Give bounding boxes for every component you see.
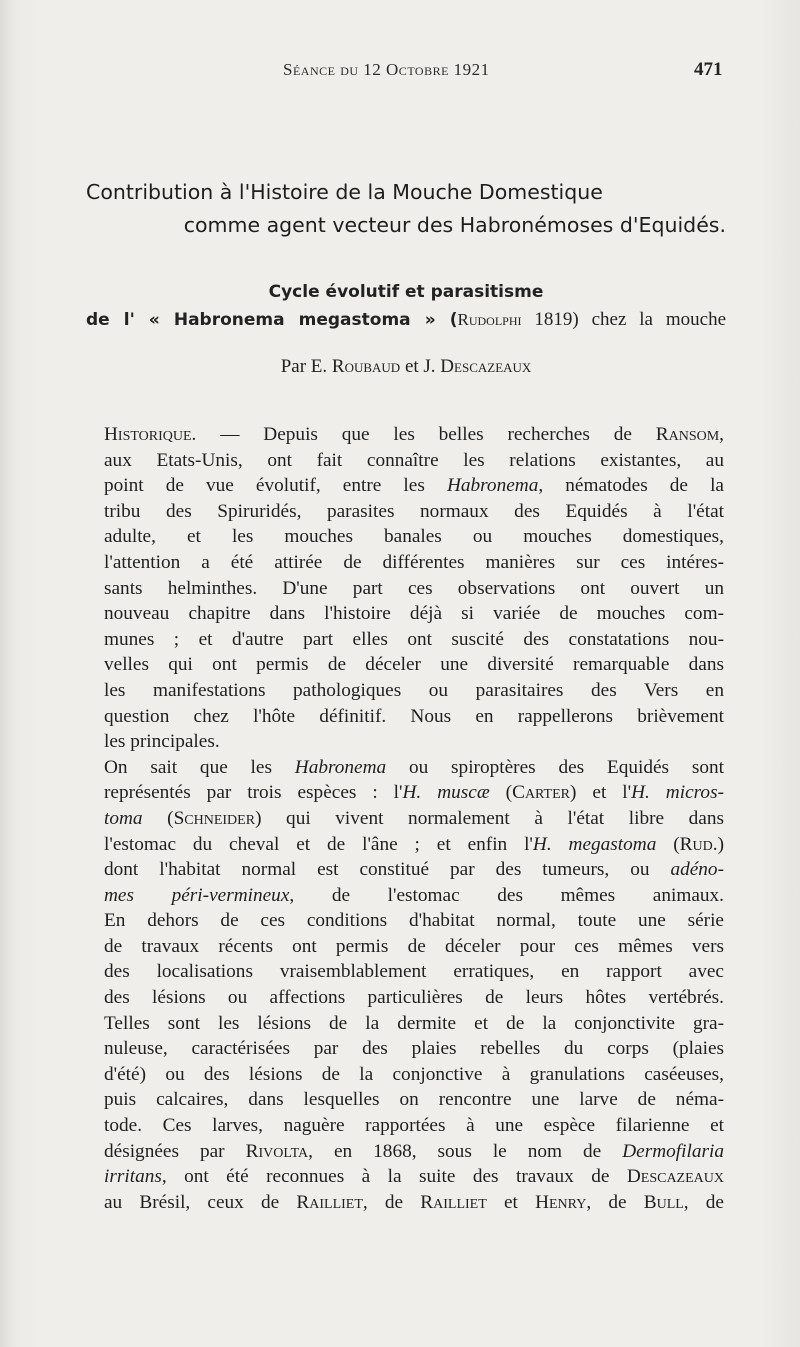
subtitle-line-1: Cycle évolutif et parasitisme [268, 282, 544, 302]
text-segment: ) et l' [570, 782, 632, 804]
text-segment: nouveau chapitre dans l'histoire déjà si variée de mouches com- [104, 603, 724, 625]
text-segment: Telles sont les lésions de la dermite et de la conjonctivite gra- [104, 1012, 724, 1034]
text-line [86, 1113, 724, 1139]
text-segment: ( [142, 807, 174, 829]
text-line [86, 806, 724, 832]
text-segment: question chez l'hôte définitif. Nous en rappellerons brièvement [104, 705, 724, 727]
text-segment: velles qui ont permis de déceler une diversité remarquable dans [104, 654, 724, 676]
text-line [86, 1087, 724, 1113]
text-segment: point de vue évolutif, entre les [104, 475, 447, 497]
text-line [86, 652, 724, 678]
article-title [86, 176, 726, 242]
text-line [86, 524, 724, 550]
text-segment: l'estomac du cheval et de l'âne ; et enfin l' [104, 833, 533, 855]
author-2: Descazeaux [440, 356, 532, 377]
author-name: Bull [643, 1191, 684, 1213]
paragraph-historique [86, 422, 724, 755]
text-line [86, 934, 724, 960]
text-segment: — Depuis que les belles recherches de [196, 424, 656, 445]
author-1: Roubaud [331, 356, 401, 377]
text-segment: munes ; et d'autre part elles ont suscité des constatations nou- [104, 628, 724, 650]
italic-term: mes péri-vermineux [104, 884, 290, 906]
text-segment: tode. Ces larves, naguère rapportées à une espèce filarienne et [104, 1115, 724, 1137]
text-line [86, 422, 724, 448]
text-line [86, 857, 724, 883]
text-line [86, 832, 724, 858]
text-line [86, 473, 724, 499]
text-line [86, 678, 724, 704]
title-line-1: Contribution à l'Histoire de la Mouche Domestique [86, 180, 603, 204]
text-segment: d'été) ou des lésions de la conjonctive à granulations caséeuses, [104, 1063, 724, 1085]
text-segment: ) qui vivent normalement à l'état libre dans [255, 807, 724, 829]
authors-et: et J. [400, 356, 441, 377]
author-name: Railliet [296, 1191, 363, 1213]
italic-term: toma [104, 807, 143, 829]
italic-term: H. muscæ [402, 782, 490, 804]
article-body [86, 422, 724, 1215]
text-line [86, 704, 724, 730]
text-segment: les principales. [104, 731, 220, 753]
subtitle-line-2 [86, 306, 726, 334]
text-segment: représentés par trois espèces : l' [104, 782, 403, 804]
text-line [86, 627, 724, 653]
text-segment: des localisations vraisemblablement erratiques, en rapport avec [104, 961, 724, 983]
text-segment: , de [586, 1191, 644, 1213]
text-segment: ( [489, 782, 513, 804]
author-name: Henry [535, 1191, 587, 1213]
text-segment: adulte, et les mouches banales ou mouches domestiques, [104, 526, 724, 548]
author-name: Descazeaux [626, 1166, 724, 1188]
paragraph-especes [86, 755, 724, 909]
text-segment: dont l'habitat normal est constitué par des tumeurs, ou [104, 859, 671, 881]
text-segment: désignées par [104, 1140, 246, 1162]
text-line [86, 1062, 724, 1088]
text-segment: ) [717, 833, 724, 855]
text-segment: les manifestations pathologiques ou parasitaires des Vers en [104, 679, 724, 701]
paragraph-localisations [86, 908, 724, 1215]
article-subtitle [86, 278, 726, 334]
running-head: Séance du 12 Octobre 1921 [283, 60, 490, 79]
italic-term: Dermofilaria [622, 1140, 724, 1162]
italic-term: Habronema [294, 756, 387, 778]
author-name: Railliet [420, 1191, 487, 1213]
text-line [86, 601, 724, 627]
italic-term: Habronema [446, 475, 539, 497]
italic-term: adéno- [670, 859, 724, 881]
text-line [86, 448, 724, 474]
text-segment: En dehors de ces conditions d'habitat normal, toute une série [104, 910, 724, 932]
text-line [86, 729, 724, 755]
text-segment: On sait que les [104, 756, 295, 778]
text-line [86, 1139, 724, 1165]
author-name: Schneider [173, 807, 256, 829]
author-name: Carter [512, 782, 570, 804]
text-segment: nuleuse, caractérisées par des plaies rebelles du corps (plaies [104, 1038, 724, 1060]
subtitle-line-2-pre: de l' « Habronema megastoma » ( [86, 310, 458, 330]
text-line [86, 883, 724, 909]
text-segment: , [719, 424, 724, 445]
text-segment: aux Etats-Unis, ont fait connaître les relations existantes, au [104, 449, 724, 471]
text-line [86, 985, 724, 1011]
text-segment: , en 1868, sous le nom de [308, 1140, 623, 1162]
page-number: 471 [694, 59, 723, 80]
subtitle-year: 1819) chez la mouche [521, 309, 727, 330]
italic-term: irritans [104, 1166, 162, 1188]
text-segment: sants helminthes. D'une part ces observations ont ouvert un [104, 577, 724, 599]
text-segment: , de l'estomac des mêmes animaux. [289, 884, 725, 906]
text-line [86, 1164, 724, 1190]
text-segment: , ont été reconnues à la suite des travaux de [161, 1166, 627, 1188]
text-segment: ( [656, 833, 680, 855]
text-line [86, 1036, 724, 1062]
text-line [86, 908, 724, 934]
authors-line [86, 356, 726, 378]
italic-term: H. micros- [631, 782, 724, 804]
italic-term: H. megastoma [532, 833, 657, 855]
text-line [86, 1190, 724, 1216]
text-segment: au Brésil, ceux de [104, 1191, 297, 1213]
text-line [86, 780, 724, 806]
text-line [86, 959, 724, 985]
text-segment: de travaux récents ont permis de déceler pour ces mêmes vers [104, 935, 724, 957]
text-segment: des lésions ou affections particulières de leurs hôtes vertébrés. [104, 987, 724, 1009]
subtitle-author: Rudolphi [457, 310, 522, 329]
text-line [86, 499, 724, 525]
text-segment: ou spiroptères des Equidés sont [386, 756, 724, 778]
author-name: Ransom [655, 424, 720, 445]
text-line [86, 576, 724, 602]
text-segment: , de [683, 1191, 724, 1213]
text-segment: tribu des Spiruridés, parasites normaux des Equidés à l'état [104, 500, 724, 522]
author-name: Rivolta [245, 1140, 309, 1162]
text-line [86, 1011, 724, 1037]
authors-par: Par E. [280, 356, 332, 377]
author-name: Historique. [104, 424, 197, 445]
title-line-2: comme agent vecteur des Habronémoses d'Equidés. [183, 213, 726, 237]
text-segment: , nématodes de la [538, 475, 724, 497]
author-name: Rud. [679, 833, 718, 855]
text-segment: puis calcaires, dans lesquelles on rencontre une larve de néma- [104, 1089, 724, 1111]
text-line [86, 755, 724, 781]
text-segment: et [486, 1191, 536, 1213]
text-line [86, 550, 724, 576]
text-segment: l'attention a été attirée de différentes manières sur ces intéres- [104, 551, 724, 573]
text-segment: , de [362, 1191, 421, 1213]
